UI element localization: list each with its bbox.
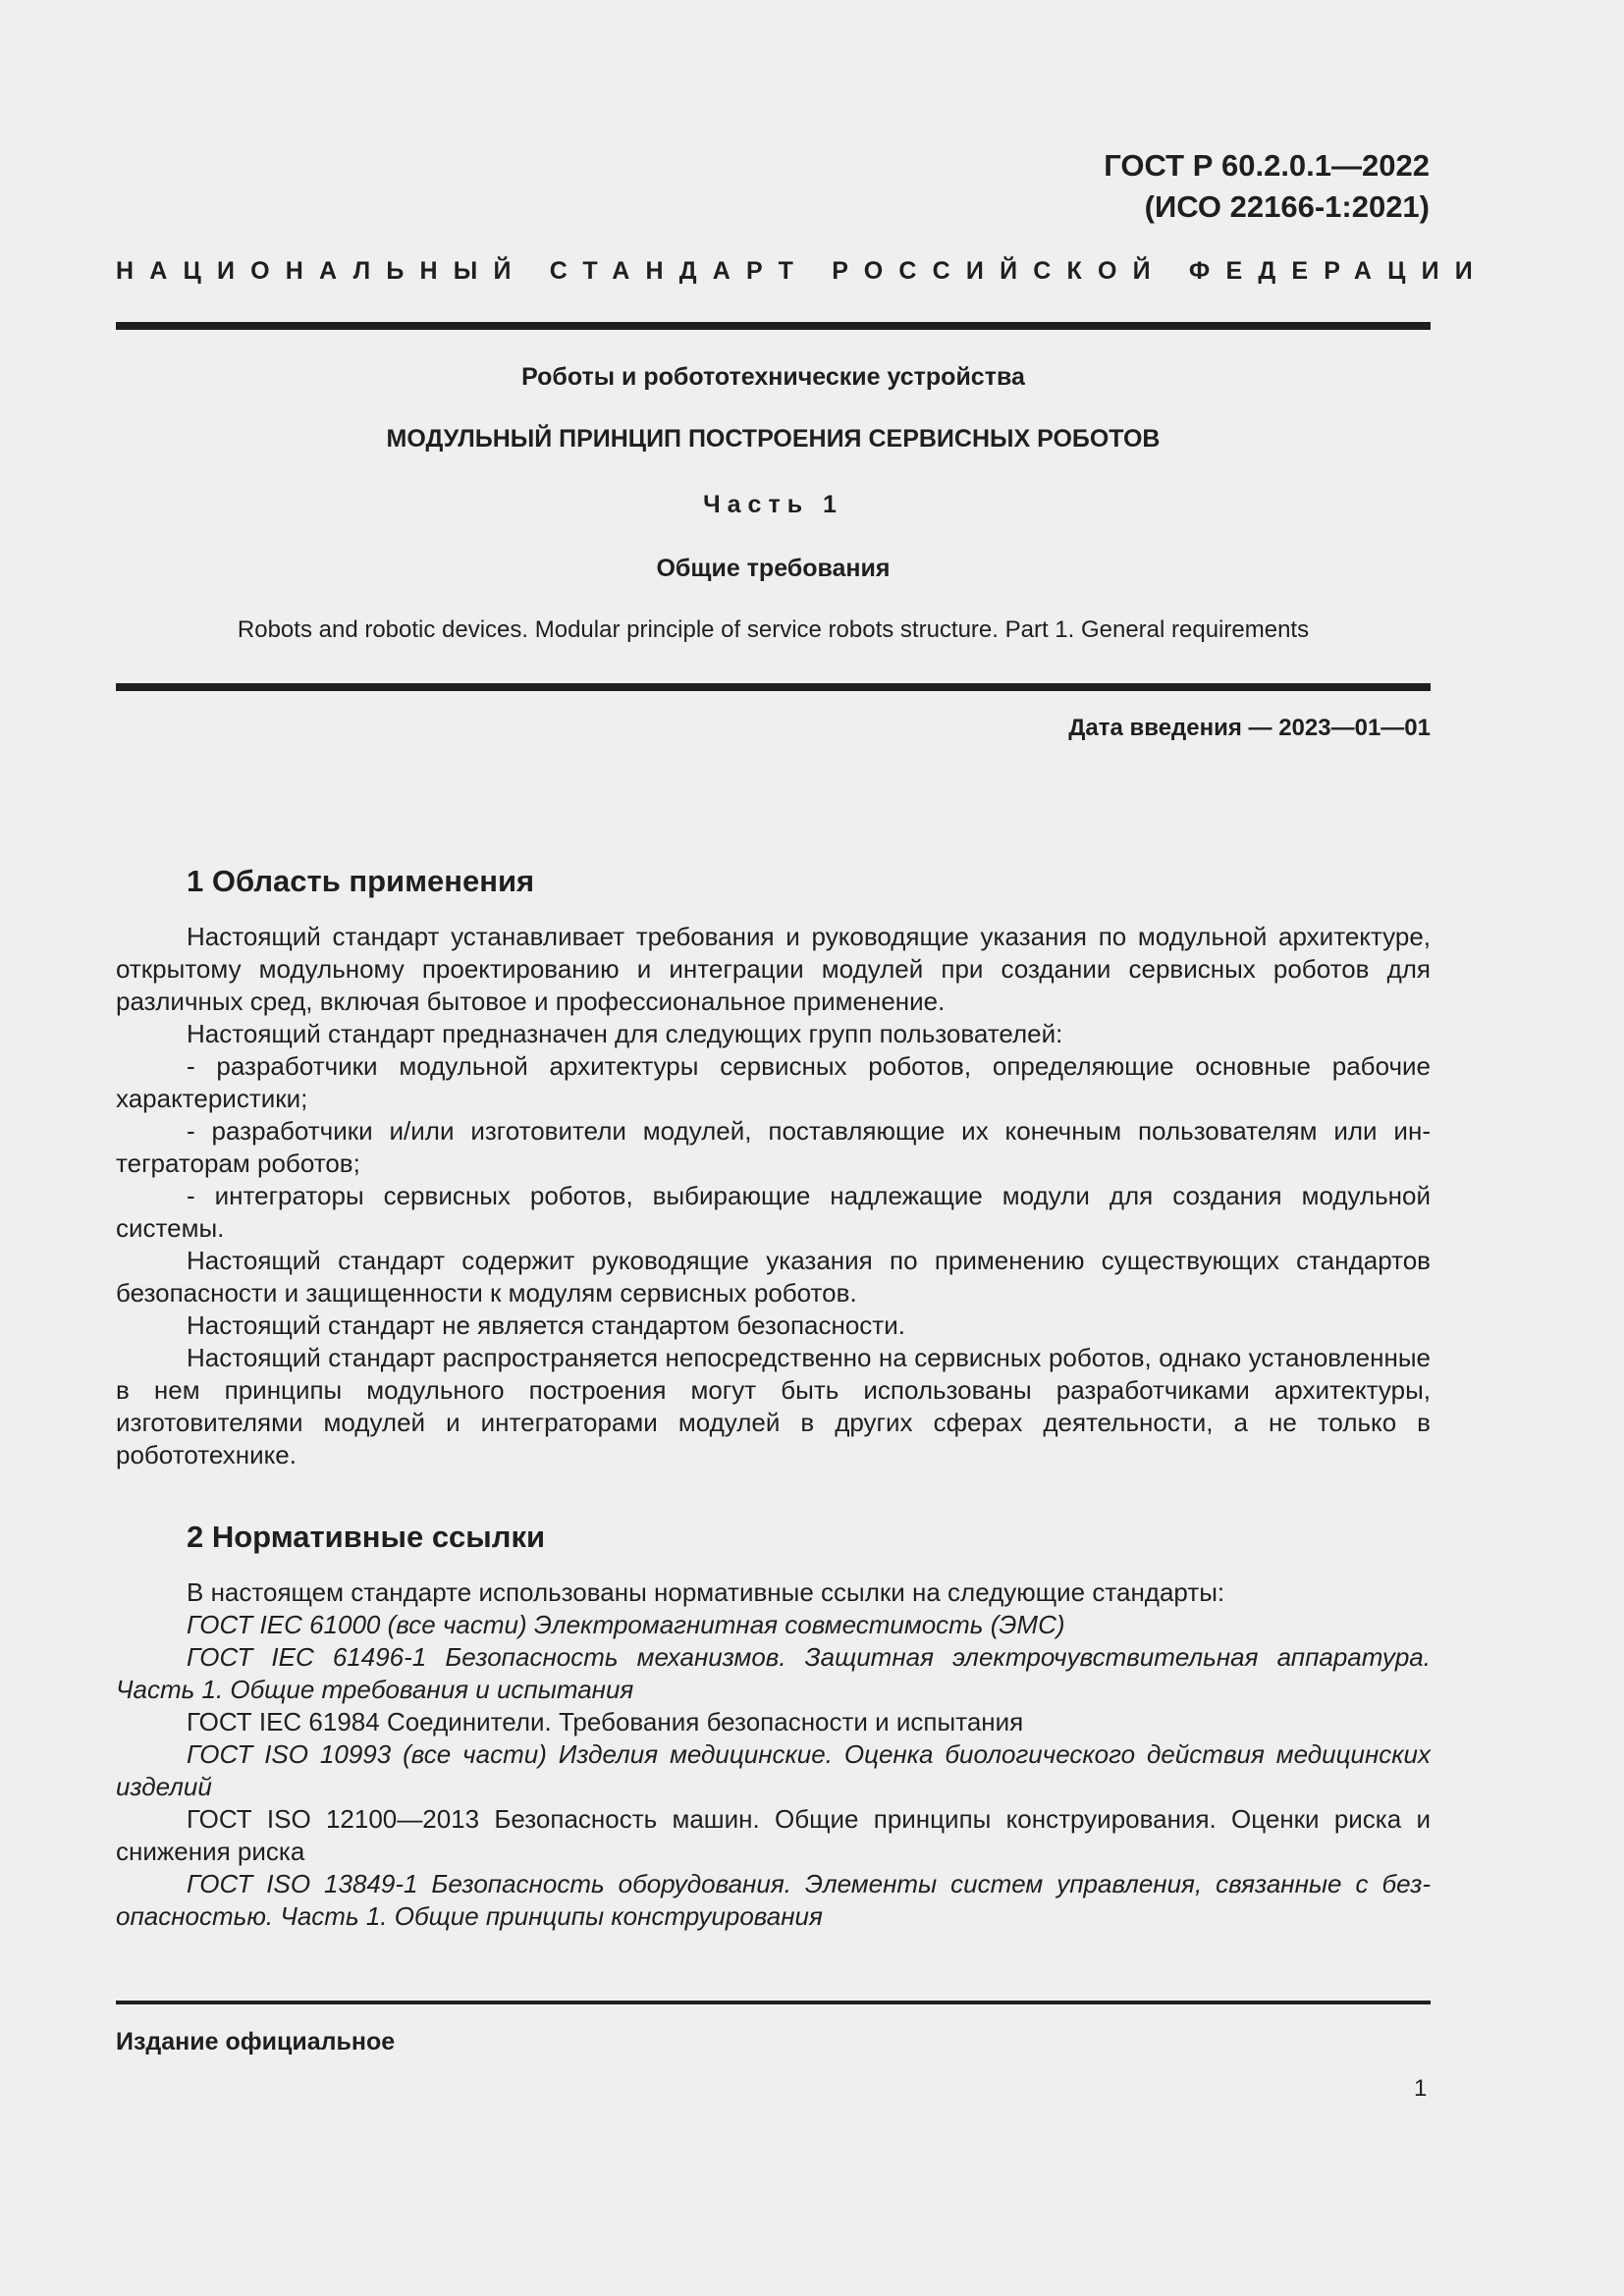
paragraph: Настоящий стандарт устанавливает требования и руководящие указания по модульной архитектуре, открытому модульному проектированию и интеграции модулей при создании сервисных роботов для различных сред, включая бытовое и профессиональное применение. [116,922,1431,1016]
paragraph: В настоящем стандарте использованы нормативные ссылки на следующие стандарты: [187,1577,1225,1607]
reference-item: ГОСТ IEC 61000 (все части) Электромагнитная совместимость (ЭМС) [187,1610,1065,1639]
section-body-normative-references [116,1576,1431,1933]
section-body-scope [116,921,1431,1471]
reference-item: ГОСТ ISO 12100—2013 Безопасность машин. Общие принципы конструирования. Оценки риска и снижения риска [116,1804,1431,1866]
title-part: Часть 1 [703,491,843,518]
title-subtitle: Общие требования [656,555,891,582]
national-standard-banner: НАЦИОНАЛЬНЫЙ СТАНДАРТ РОССИЙСКОЙ ФЕДЕРАЦИИ [116,257,1489,285]
list-item: - интеграторы сервисных роботов, выбирающие надлежащие модули для создания модульной системы. [116,1181,1431,1243]
paragraph: Настоящий стандарт содержит руководящие указания по применению существующих стандартов безопасности и защищенности к модулям сервисных роботов. [116,1246,1431,1308]
standard-designation [1104,145,1430,228]
paragraph: Настоящий стандарт распространяется непосредственно на сервисных роботов, однако установленные в нем принципы модульного построения могут быть использованы разработчиками архитектуры, изготовителями модулей и интеграторами модулей в других сферах деятельности, а не только в робототехнике. [116,1343,1431,1469]
title-main: МОДУЛЬНЫЙ ПРИНЦИП ПОСТРОЕНИЯ СЕРВИСНЫХ РОБОТОВ [386,425,1161,453]
reference-item: ГОСТ ISO 13849-1 Безопасность оборудования. Элементы систем управления, связанные с безопасностью. Часть 1. Общие принципы конструирования [116,1869,1431,1931]
section-heading-normative-references: 2 Нормативные ссылки [187,1520,546,1554]
page-number: 1 [1414,2075,1428,2102]
section-heading-scope: 1 Область применения [187,864,535,898]
reference-item: ГОСТ ISO 10993 (все части) Изделия медицинские. Оценка биологического действия медицинских изделий [116,1739,1431,1801]
title-english: Robots and robotic devices. Modular principle of service robots structure. Part 1. General requirements [237,616,1310,643]
iso-reference: (ИСО 22166-1:2021) [1144,189,1430,224]
footer-rule [116,2001,1431,2004]
standard-number: ГОСТ Р 60.2.0.1—2022 [1104,148,1430,183]
reference-item: ГОСТ IEC 61496-1 Безопасность механизмов. Защитная электрочувствительная аппаратура. Часть 1. Общие требования и испытания [116,1642,1431,1704]
list-item: - разработчики и/или изготовители модулей, поставляющие их конечным пользователям или интеграторам роботов; [116,1116,1431,1178]
list-item: - разработчики модульной архитектуры сервисных роботов, определяющие основные рабочие характеристики; [116,1051,1431,1113]
reference-item: ГОСТ IEC 61984 Соединители. Требования безопасности и испытания [187,1707,1024,1736]
top-rule [116,322,1431,330]
paragraph: Настоящий стандарт не является стандартом безопасности. [187,1310,905,1340]
title-series: Роботы и робототехнические устройства [521,363,1025,391]
title-bottom-rule [116,683,1431,691]
introduction-date: Дата введения — 2023—01—01 [1068,715,1431,741]
official-edition-label: Издание официальное [116,2028,396,2056]
paragraph: Настоящий стандарт предназначен для следующих групп пользователей: [187,1019,1063,1048]
